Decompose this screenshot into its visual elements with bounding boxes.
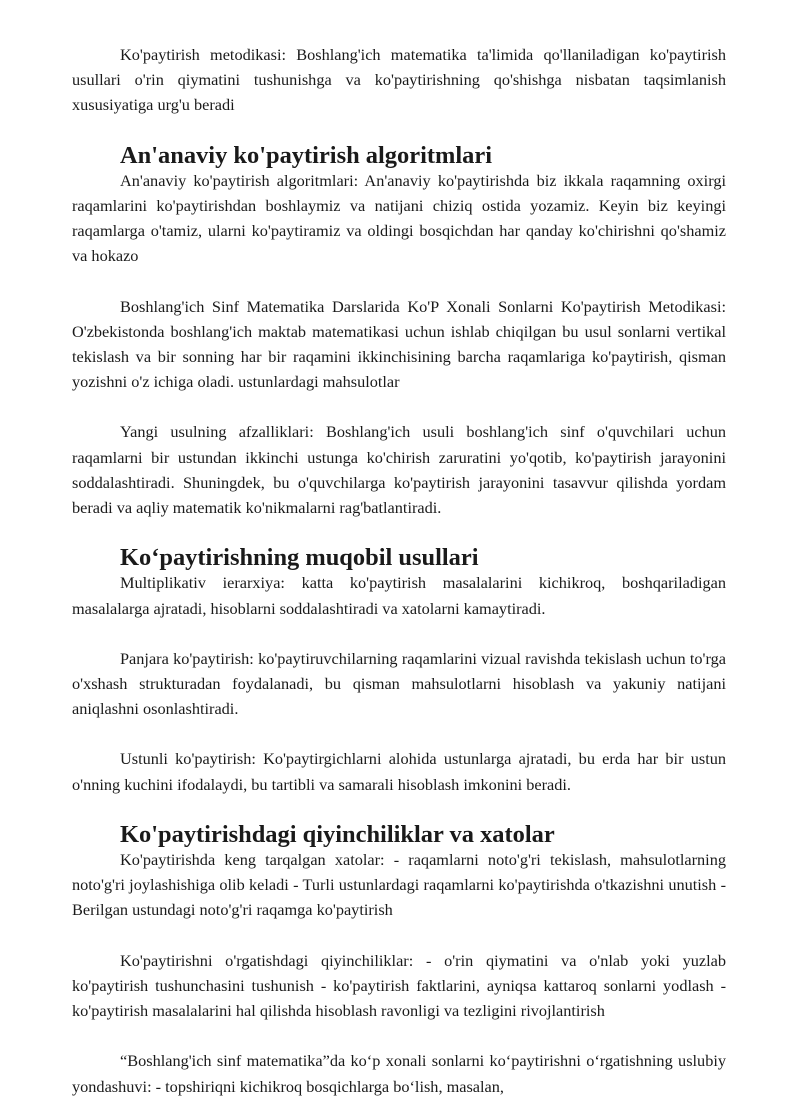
paragraph-column-multiplication: Ustunli ko'paytirish: Ko'paytirgichlarni alohida ustunlarga ajratadi, bu erda har bir ustun o'nning kuchini ifodalaydi, bu tartibli va samarali hisoblash imkonini beradi. xyxy=(72,749,726,794)
paragraph-multiplication-methodology: Ko'paytirish metodikasi: Boshlang'ich matematika ta'limida qo'llaniladigan ko'paytirish usullari o'rin qiymatini tushunishga va ko'paytirishning qo'shishga nisbatan taqsimlanish xususiyatiga urg'u beradi xyxy=(72,45,726,115)
heading-traditional-algorithms: An'anaviy ko'paytirish algoritmlari xyxy=(120,141,493,169)
paragraph-methodological-approach: “Boshlang'ich sinf matematika”da ko‘p xonali sonlarni ko‘paytirishni o‘rgatishning uslubiy yondashuvi: - topshiriqni kichikroq bosqichlarga bo‘lish, masalan, xyxy=(72,1051,726,1096)
heading-difficulties-and-errors: Ko'paytirishdagi qiyinchiliklar va xatolar xyxy=(120,820,555,848)
paragraph-primary-school-method: Boshlang'ich Sinf Matematika Darslarida Ko'P Xonali Sonlarni Ko'paytirish Metodikasi: O'zbekistonda boshlang'ich maktab matematikasi uchun ishlab chiqilgan bu usul sonlarni vertikal tekislash va bir sonning har bir raqamini ikkinchisining barcha raqamlariga ko'paytirish, qisman yozishni o'z ichiga oladi. ustunlardagi mahsulotlar xyxy=(72,296,726,392)
paragraph-new-method-advantages: Yangi usulning afzalliklari: Boshlang'ich usuli boshlang'ich sinf o'quvchilari uchun raqamlarni bir ustundan ikkinchi ustunga ko'chirish zaruratini yo'qotib, ko'paytirish jarayonini soddalashtiradi. Shuningdek, bu o'quvchilarga ko'paytirish jarayonini tasavvur qilishda yordam beradi va aqliy matematik ko'nikmalarni rag'batlantiradi. xyxy=(72,422,726,518)
paragraph-common-errors: Ko'paytirishda keng tarqalgan xatolar: - raqamlarni noto'g'ri tekislash, mahsulotlarning noto'g'ri joylashishiga olib keladi - Turli ustunlardagi raqamlarni ko'paytirishda o'tkazishni unutish - Berilgan ustundagi noto'g'ri raqamga ko'paytirish xyxy=(72,850,726,920)
paragraph-lattice-multiplication: Panjara ko'paytirish: ko'paytiruvchilarning raqamlarini vizual ravishda tekislash uchun to'rga o'xshash strukturadan foydalanadi, bu qisman mahsulotlarni hisoblash va yakuniy natijani aniqlashni osonlashtiradi. xyxy=(72,648,726,719)
paragraph-multiplicative-hierarchy: Multiplikativ ierarxiya: katta ko'paytirish masalalarini kichikroq, boshqariladigan masalalarga ajratadi, hisoblarni soddalashtiradi va xatolarni kamaytiradi. xyxy=(72,573,726,618)
document-page xyxy=(72,42,726,1099)
paragraph-traditional-algorithms: An'anaviy ko'paytirish algoritmlari: An'anaviy ko'paytirishda biz ikkala raqamning oxirgi raqamlarini ko'paytirishdan boshlaymiz va natijani chiziq ostida yozamiz. Keyin biz keyingi raqamlarga o'tamiz, ularni ko'paytiramiz va oldingi bosqichdan har qanday ko'chirishni qo'shamiz va hokazo xyxy=(72,170,726,266)
heading-alternative-methods: Ko‘paytirishning muqobil usullari xyxy=(120,544,479,572)
paragraph-teaching-difficulties: Ko'paytirishni o'rgatishdagi qiyinchiliklar: - o'rin qiymatini va o'nlab yoki yuzlab ko'paytirish tushunchasini tushunish - ko'paytirish faktlarini, ayniqsa kattaroq sonlarni yodlash - ko'paytirish masalalarini hal qilishda hisoblash ravonligi va tezligini rivojlantirish xyxy=(72,950,726,1021)
